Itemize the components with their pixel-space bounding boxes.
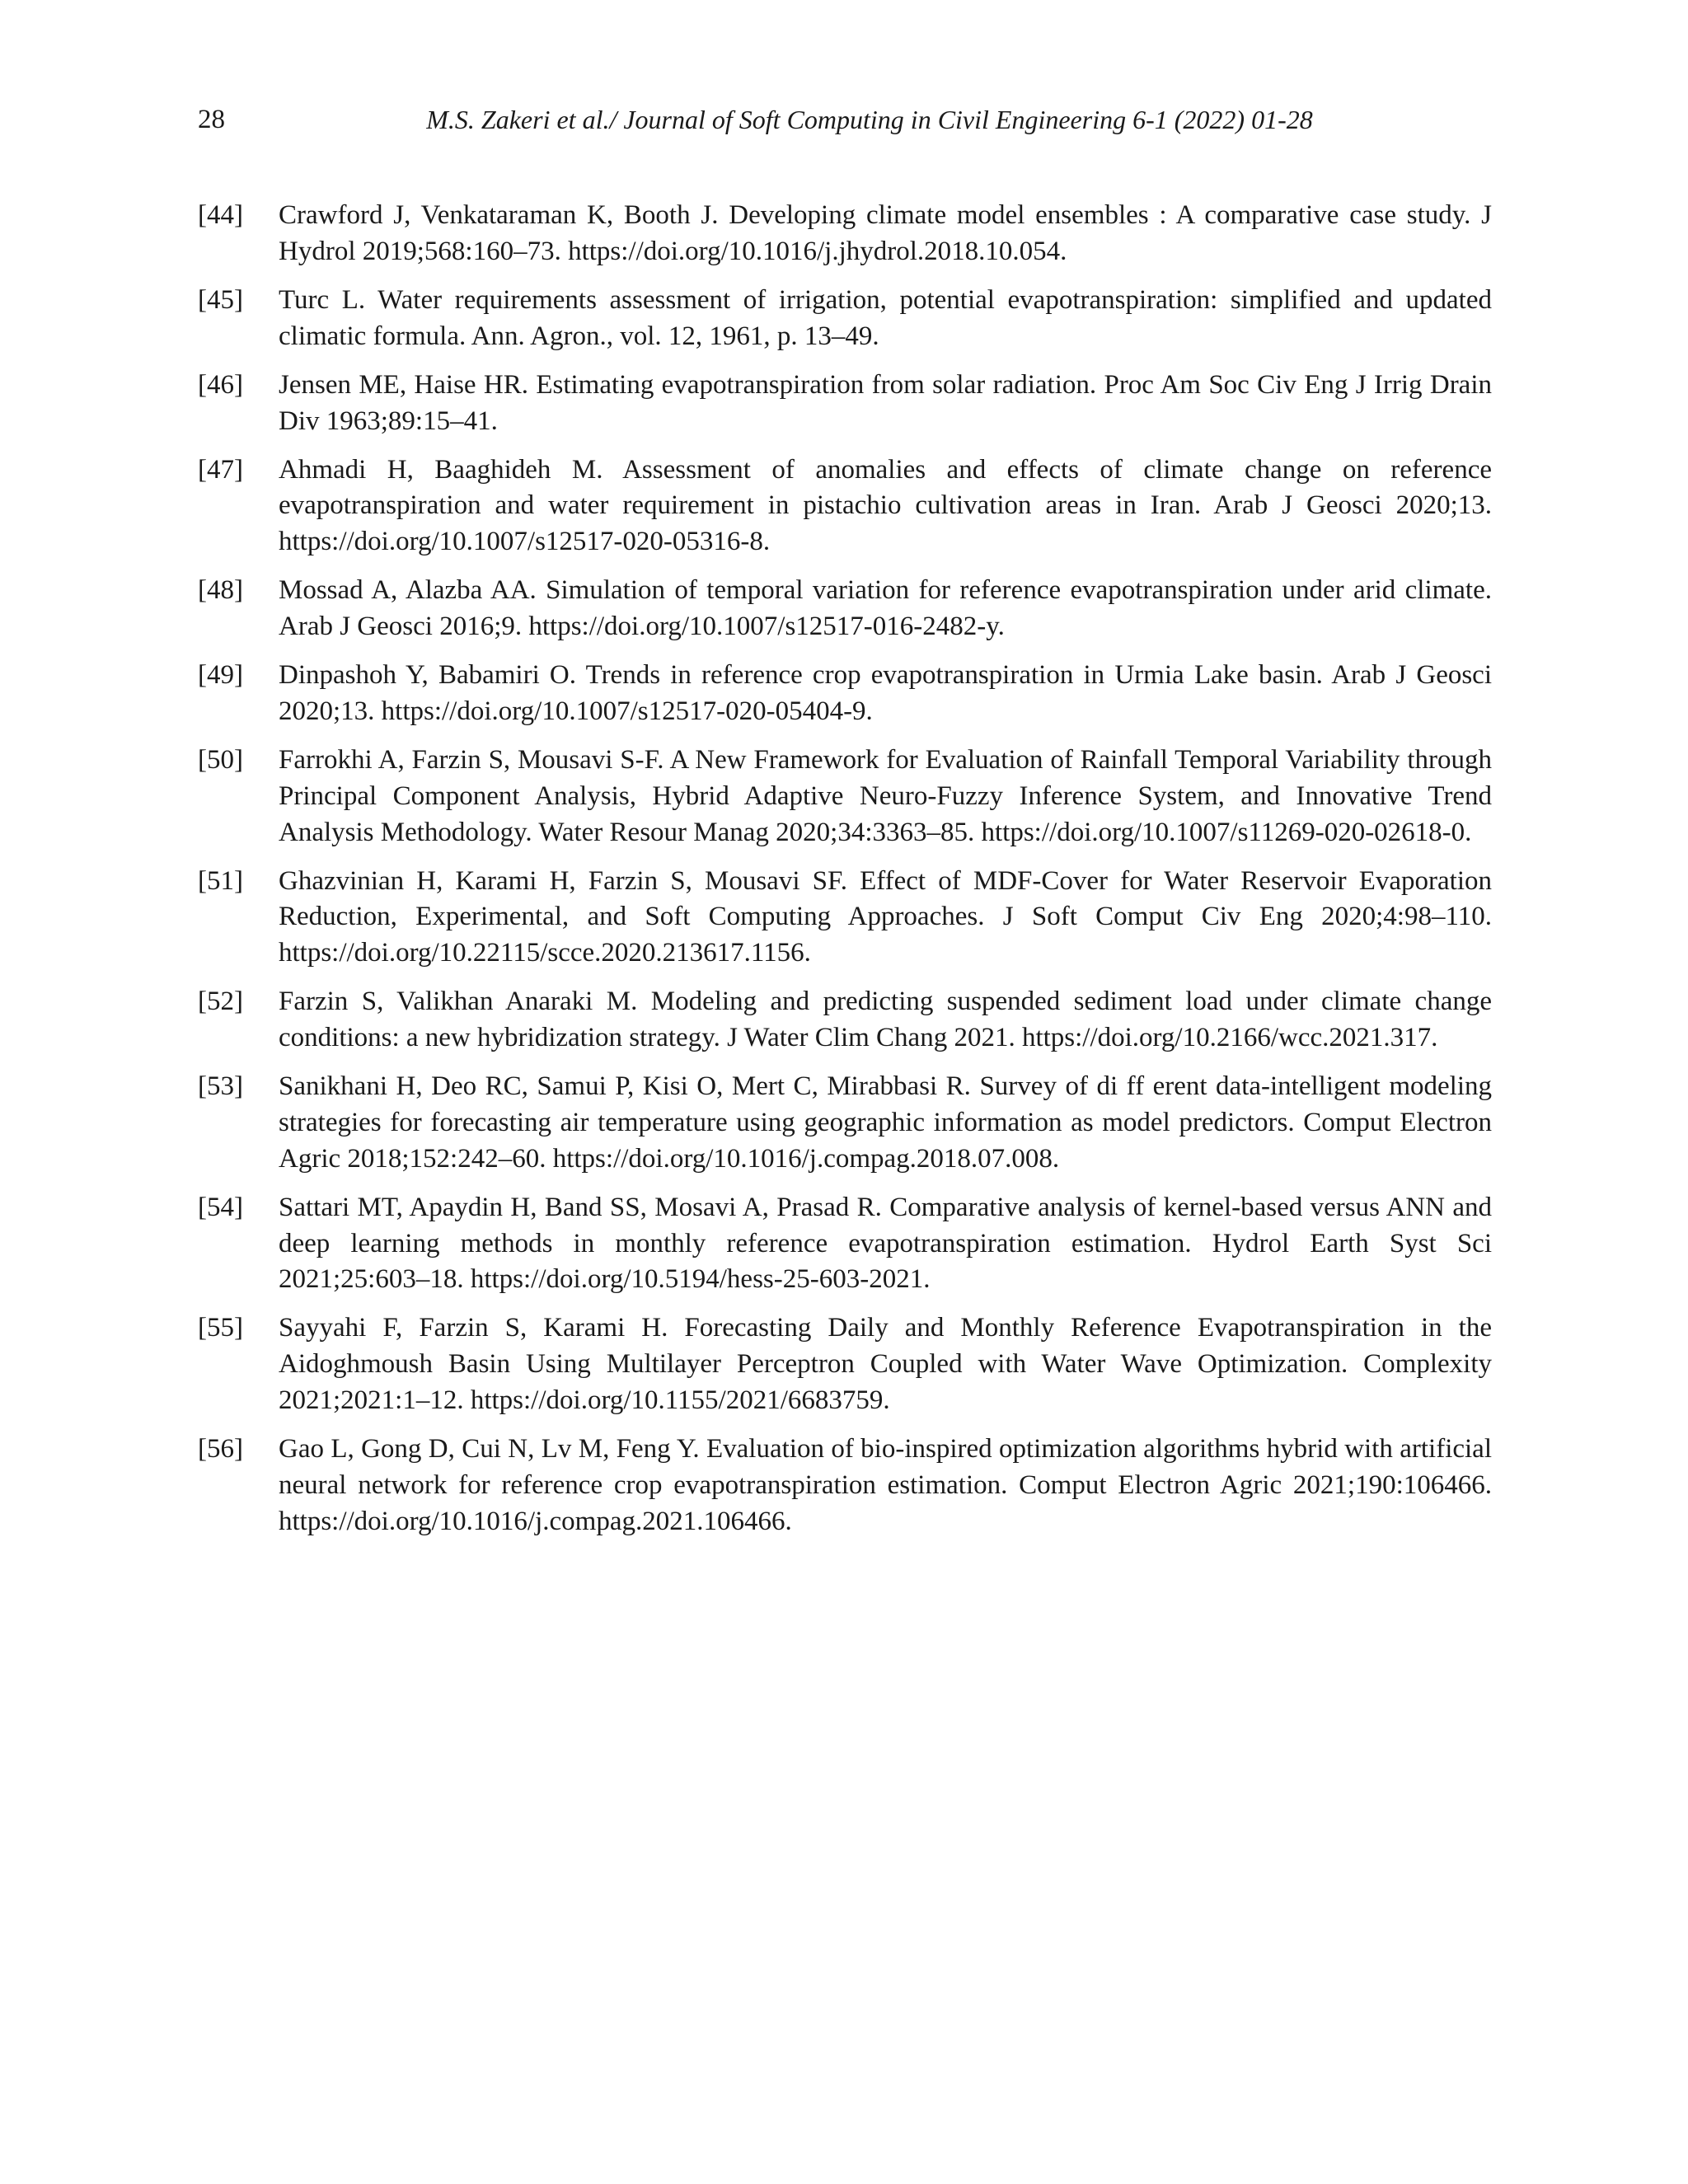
reference-text: Farrokhi A, Farzin S, Mousavi S-F. A New Framework for Evaluation of Rainfall Temporal Variability through Principal Component Analysis, Hybrid Adaptive Neuro-Fuzzy Inference System, and Innovative Trend Analysis Methodology. Water Resour Manag 2020;34:3363–85. https://doi.org/10.1007/s11269-020-02618-0. xyxy=(279,745,1492,847)
reference-text: Farzin S, Valikhan Anaraki M. Modeling and predicting suspended sediment load under climate change conditions: a new hybridization strategy. J Water Clim Chang 2021. https://doi.org/10.2166/wcc.2021.317. xyxy=(279,987,1492,1053)
reference-text: Turc L. Water requirements assessment of irrigation, potential evapotranspiration: simplified and updated climatic formula. Ann. Agron., vol. 12, 1961, p. 13–49. xyxy=(279,284,1492,351)
reference-text: Gao L, Gong D, Cui N, Lv M, Feng Y. Evaluation of bio-inspired optimization algorithms hybrid with artificial neural network for reference crop evapotranspiration estimation. Comput Electron Agric 2021;190:106466. https://doi.org/10.1016/j.compag.2021.106466. xyxy=(279,1434,1492,1536)
reference-item xyxy=(198,743,1492,851)
reference-item xyxy=(198,1190,1492,1298)
reference-item xyxy=(198,198,1492,269)
page-number: 28 xyxy=(198,105,225,134)
reference-text: Sayyahi F, Farzin S, Karami H. Forecasting Daily and Monthly Reference Evapotranspiration in the Aidoghmoush Basin Using Multilayer Perceptron Coupled with Water Wave Optimization. Complexity 2021;2021:1–12. https://doi.org/10.1155/2021/6683759. xyxy=(279,1313,1492,1415)
reference-item xyxy=(198,1069,1492,1177)
reference-item xyxy=(198,368,1492,439)
reference-text: Dinpashoh Y, Babamiri O. Trends in reference crop evapotranspiration in Urmia Lake basin. Arab J Geosci 2020;13. https://doi.org/10.1007/s12517-020-05404-9. xyxy=(279,660,1492,726)
reference-item xyxy=(198,283,1492,354)
reference-number: [53] xyxy=(198,1071,243,1102)
reference-item xyxy=(198,573,1492,644)
reference-number: [48] xyxy=(198,575,243,606)
reference-number: [44] xyxy=(198,200,243,230)
reference-list xyxy=(198,198,1492,1553)
reference-number: [54] xyxy=(198,1192,243,1222)
reference-text: Mossad A, Alazba AA. Simulation of temporal variation for reference evapotranspiration under arid climate. Arab J Geosci 2016;9. https://doi.org/10.1007/s12517-016-2482-y. xyxy=(279,575,1492,642)
reference-number: [46] xyxy=(198,369,243,400)
reference-number: [49] xyxy=(198,660,243,691)
reference-text: Sanikhani H, Deo RC, Samui P, Kisi O, Mert C, Mirabbasi R. Survey of di ff erent data-intelligent modeling strategies for forecasting air temperature using geographic information as model predictors. Comput Electron Agric 2018;152:242–60. https://doi.org/10.1016/j.compag.2018.07.008. xyxy=(279,1071,1492,1174)
reference-item xyxy=(198,984,1492,1056)
reference-text: Sattari MT, Apaydin H, Band SS, Mosavi A, Prasad R. Comparative analysis of kernel-based versus ANN and deep learning methods in monthly reference evapotranspiration estimation. Hydrol Earth Syst Sci 2021;25:603–18. https://doi.org/10.5194/hess-25-603-2021. xyxy=(279,1192,1492,1295)
reference-text: Ghazvinian H, Karami H, Farzin S, Mousavi SF. Effect of MDF-Cover for Water Reservoir Evaporation Reduction, Experimental, and Soft Computing Approaches. J Soft Comput Civ Eng 2020;4:98–110. https://doi.org/10.22115/scce.2020.213617.1156. xyxy=(279,865,1492,968)
reference-text: Jensen ME, Haise HR. Estimating evapotranspiration from solar radiation. Proc Am Soc Civ Eng J Irrig Drain Div 1963;89:15–41. xyxy=(279,369,1492,436)
reference-number: [50] xyxy=(198,745,243,776)
reference-text: Crawford J, Venkataraman K, Booth J. Developing climate model ensembles : A comparative case study. J Hydrol 2019;568:160–73. https://doi.org/10.1016/j.jhydrol.2018.10.054. xyxy=(279,200,1492,266)
reference-number: [47] xyxy=(198,454,243,485)
reference-item xyxy=(198,1432,1492,1540)
running-head: M.S. Zakeri et al./ Journal of Soft Computing in Civil Engineering 6-1 (2022) 01-28 xyxy=(426,105,1313,134)
reference-item xyxy=(198,1310,1492,1418)
page-header xyxy=(198,99,1492,140)
reference-text: Ahmadi H, Baaghideh M. Assessment of anomalies and effects of climate change on reference evapotranspiration and water requirement in pistachio cultivation areas in Iran. Arab J Geosci 2020;13. https://doi.org/10.1007/s12517-020-05316-8. xyxy=(279,454,1492,557)
reference-number: [52] xyxy=(198,987,243,1017)
reference-item xyxy=(198,658,1492,729)
reference-item xyxy=(198,864,1492,972)
reference-number: [45] xyxy=(198,284,243,315)
reference-number: [51] xyxy=(198,865,243,896)
reference-number: [55] xyxy=(198,1313,243,1343)
reference-number: [56] xyxy=(198,1434,243,1465)
reference-item xyxy=(198,452,1492,560)
